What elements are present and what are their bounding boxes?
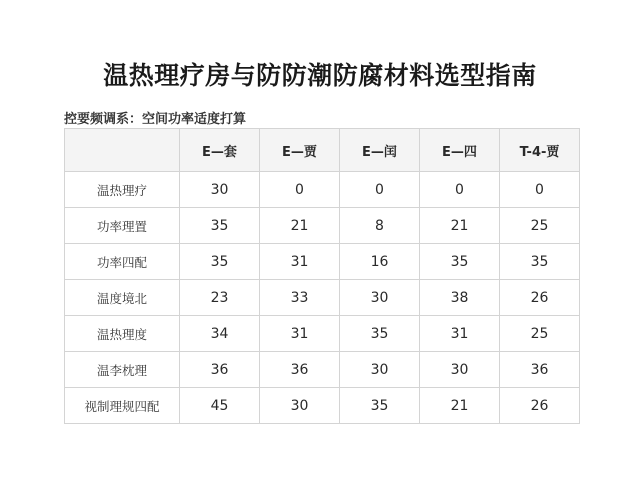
table-cell: 25: [500, 316, 580, 352]
table-cell: 34: [180, 316, 260, 352]
column-header: E—闰: [340, 128, 420, 172]
table-cell: 30: [340, 352, 420, 388]
table-cell: 31: [420, 316, 500, 352]
column-header: E—四: [420, 128, 500, 172]
data-table: [64, 128, 580, 424]
table-cell: 30: [340, 280, 420, 316]
table-row: [64, 244, 580, 280]
column-header: E—套: [180, 128, 260, 172]
page-subtitle: 控要频调系：空间功率适度打算: [64, 112, 247, 127]
table-cell: 36: [500, 352, 580, 388]
row-label: 视制理规四配: [64, 388, 180, 424]
table-cell: 21: [420, 388, 500, 424]
table-cell: 0: [420, 172, 500, 208]
column-header: T-4-贾: [500, 128, 580, 172]
table-header-row: [64, 128, 580, 172]
row-label: 温热理疗: [64, 172, 180, 208]
table-cell: 35: [340, 388, 420, 424]
row-label: 功率理置: [64, 208, 180, 244]
table-cell: 35: [340, 316, 420, 352]
table-row: [64, 208, 580, 244]
table-cell: 25: [500, 208, 580, 244]
table-row: [64, 172, 580, 208]
table-cell: 16: [340, 244, 420, 280]
table-cell: 0: [260, 172, 340, 208]
row-label: 功率四配: [64, 244, 180, 280]
table-row: [64, 316, 580, 352]
table-cell: 21: [260, 208, 340, 244]
table-cell: 45: [180, 388, 260, 424]
table-cell: 35: [420, 244, 500, 280]
table-row: [64, 352, 580, 388]
table-cell: 35: [500, 244, 580, 280]
page-title: 温热理疗房与防防潮防腐材料选型指南: [103, 61, 537, 90]
table-cell: 33: [260, 280, 340, 316]
table-row: [64, 280, 580, 316]
table-cell: 31: [260, 244, 340, 280]
table-cell: 8: [340, 208, 420, 244]
table-cell: 36: [260, 352, 340, 388]
table-corner-cell: [64, 128, 180, 172]
table-cell: 38: [420, 280, 500, 316]
table-cell: 31: [260, 316, 340, 352]
table-cell: 0: [340, 172, 420, 208]
table-cell: 30: [420, 352, 500, 388]
row-label: 温度境北: [64, 280, 180, 316]
table-cell: 35: [180, 208, 260, 244]
column-header: E—贾: [260, 128, 340, 172]
table-cell: 21: [420, 208, 500, 244]
table-cell: 26: [500, 280, 580, 316]
table-cell: 26: [500, 388, 580, 424]
table-cell: 36: [180, 352, 260, 388]
table-cell: 30: [260, 388, 340, 424]
data-table-container: [64, 128, 580, 424]
table-cell: 30: [180, 172, 260, 208]
row-label: 温李枕理: [64, 352, 180, 388]
table-row: [64, 388, 580, 424]
row-label: 温热理度: [64, 316, 180, 352]
table-cell: 0: [500, 172, 580, 208]
table-cell: 35: [180, 244, 260, 280]
table-cell: 23: [180, 280, 260, 316]
